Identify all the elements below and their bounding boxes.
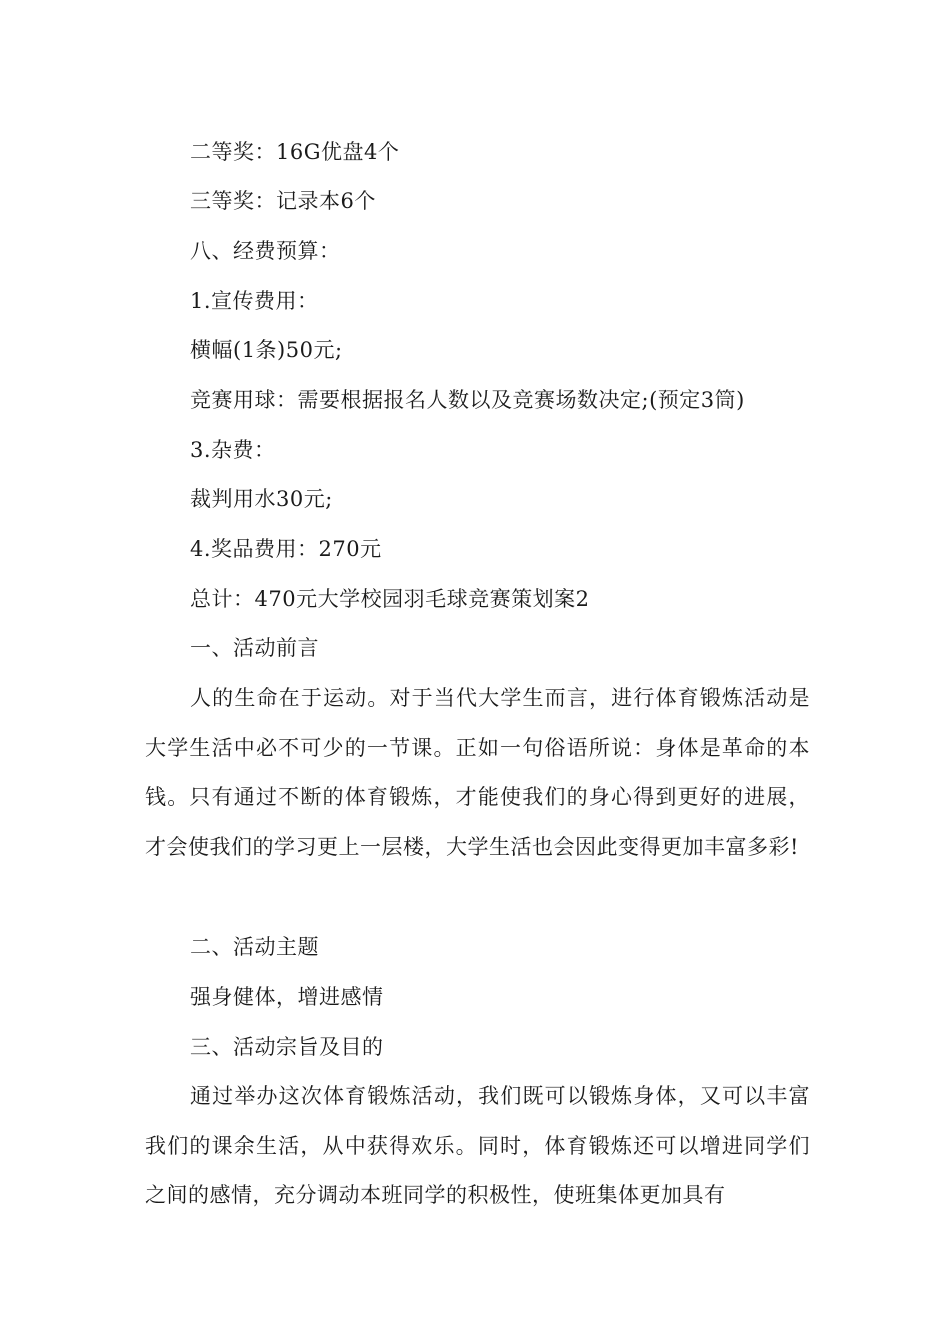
third-prize-line: 三等奖：记录本6个 xyxy=(190,189,376,213)
prize-cost-line: 4.奖品费用：270元 xyxy=(190,537,382,561)
total-line: 总计：470元大学校园羽毛球竞赛策划案2 xyxy=(190,587,590,611)
banner-line: 横幅(1条)50元; xyxy=(190,338,343,362)
referee-water-line: 裁判用水30元; xyxy=(190,487,333,511)
section1-heading: 一、活动前言 xyxy=(190,636,319,660)
second-prize-line: 二等奖：16G优盘4个 xyxy=(190,140,400,164)
budget-heading: 八、经费预算： xyxy=(190,239,341,263)
misc-cost-line: 3.杂费： xyxy=(190,438,276,462)
preface-paragraph: 人的生命在于运动。对于当代大学生而言，进行体育锻炼活动是大学生活中必不可少的一节课。正如一句俗语所说：身体是革命的本钱。只有通过不断的体育锻炼，才能使我们的身心得到更好的进展，才会使我们的学习更上一层楼，大学生活也会因此变得更加丰富多彩! xyxy=(145,686,810,859)
theme-line: 强身健体，增进感情 xyxy=(190,985,384,1009)
section3-heading: 三、活动宗旨及目的 xyxy=(190,1035,384,1059)
purpose-paragraph: 通过举办这次体育锻炼活动，我们既可以锻炼身体，又可以丰富我们的课余生活，从中获得欢乐。同时，体育锻炼还可以增进同学们之间的感情，充分调动本班同学的积极性，使班集体更加具有 xyxy=(145,1084,810,1207)
publicity-cost-line: 1.宣传费用： xyxy=(190,289,319,313)
section2-heading: 二、活动主题 xyxy=(190,935,319,959)
balls-line: 竞赛用球：需要根据报名人数以及竞赛场数决定;(预定3筒) xyxy=(190,388,745,412)
